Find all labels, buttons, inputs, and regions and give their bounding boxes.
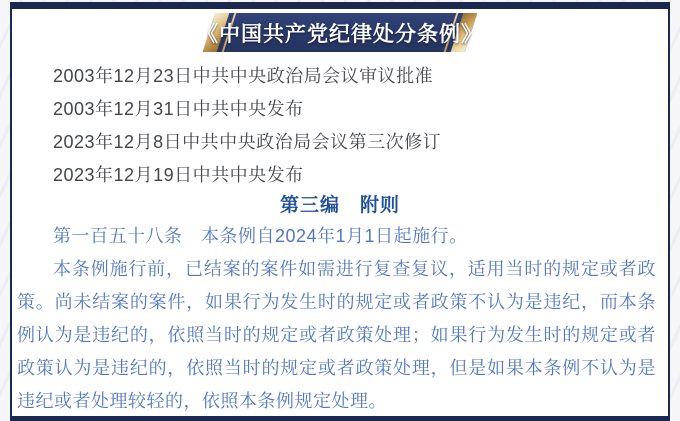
title-ribbon xyxy=(197,13,483,52)
document-title: 《中国共产党纪律处分条例》 xyxy=(197,22,483,46)
section-heading: 第三编 附则 xyxy=(279,195,400,216)
article-paragraph-transition-rules: 本条例施行前，已结案的案件如需进行复查复议，适用当时的规定或者政策。尚未结案的案件，如果行为发生时的规定或者政策不认为是违纪，而本条例认为是违纪的，依照当时的规定或者政策处理；如果行为发生时的规定或者政策认为是违纪的，依照当时的规定或者政策处理，但是如果本条例不认为是违纪或者处理较轻的，依照本条例规定处理。 xyxy=(17,259,656,411)
date-line-revised-2023: 2023年12月8日中共中央政治局会议第三次修订 xyxy=(53,132,442,152)
document-frame xyxy=(10,2,670,421)
article-paragraph-effective-date: 第一百五十八条 本条例自2024年1月1日起施行。 xyxy=(53,226,468,246)
date-line-approved: 2003年12月23日中共中央政治局会议审议批准 xyxy=(53,66,434,86)
promulgation-dates xyxy=(12,60,668,192)
date-line-issued-2003: 2003年12月31日中共中央发布 xyxy=(53,99,304,119)
date-line-issued-2023: 2023年12月19日中共中央发布 xyxy=(53,165,304,185)
article-body xyxy=(12,220,668,418)
